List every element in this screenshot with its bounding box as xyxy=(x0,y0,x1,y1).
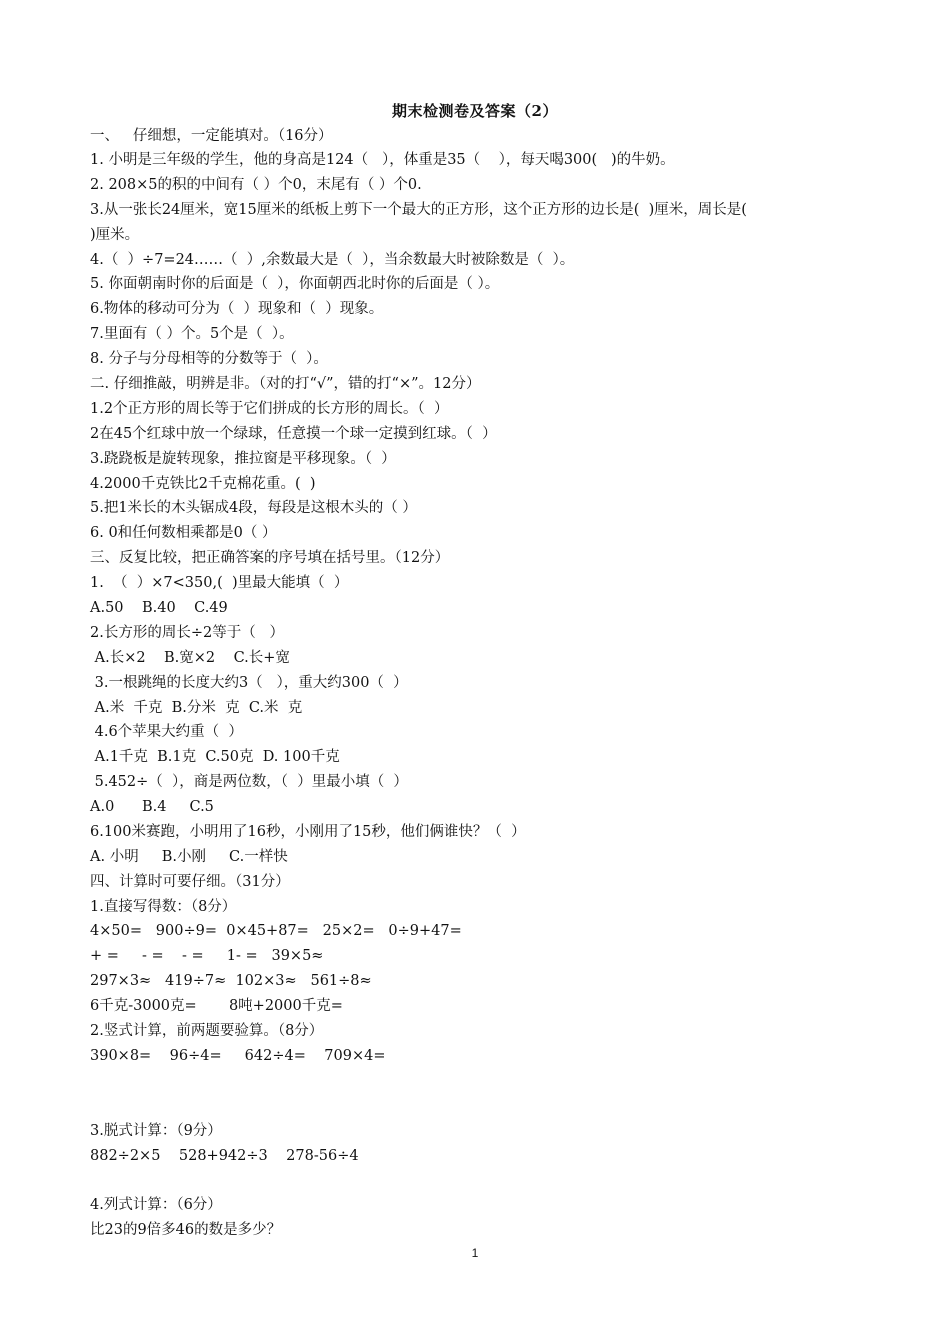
options-line: A.1千克 B.1克 C.50克 D. 100千克 xyxy=(90,749,340,765)
question-line: 3.从一张长24厘米，宽15厘米的纸板上剪下一个最大的正方形，这个正方形的边长是( )厘米，周长是( xyxy=(90,202,747,218)
question-line: 6.100米赛跑，小明用了16秒，小刚用了15秒，他们俩谁快？（ ） xyxy=(90,824,526,840)
question-line: 比23的9倍多46的数是多少？ xyxy=(90,1222,282,1238)
calculation-line: 6千克-3000克= 8吨+2000千克= xyxy=(90,998,343,1014)
options-line: A. 小明 B.小刚 C.一样快 xyxy=(90,849,288,865)
section-1-heading: 一、 仔细想，一定能填对。（16分） xyxy=(90,128,333,144)
subheading-line: 2.竖式计算，前两题要验算。（8分） xyxy=(90,1023,324,1039)
question-line: 7.里面有（ ）个。5个是（ ）。 xyxy=(90,326,294,342)
calculation-line: + = - = - = 1- = 39×5≈ xyxy=(90,948,324,964)
options-line: A.长×2 B.宽×2 C.长+宽 xyxy=(90,650,290,666)
calculation-line: 882÷2×5 528+942÷3 278-56÷4 xyxy=(90,1148,359,1164)
question-line: 4.6个苹果大约重（ ） xyxy=(90,724,243,740)
question-line: 4.（ ）÷7=24……（ ）,余数最大是（ ），当余数最大时被除数是（ ）。 xyxy=(90,252,575,268)
question-line: 6. 0和任何数相乘都是0（ ） xyxy=(90,525,277,541)
question-line: 1. （ ）×7<350,( )里最大能填（ ） xyxy=(90,575,349,591)
question-line: 2. 208×5的积的中间有（ ）个0，末尾有（ ）个0. xyxy=(90,177,422,193)
question-line: 1.2个正方形的周长等于它们拼成的长方形的周长。（ ） xyxy=(90,401,449,417)
question-line: 5.把1米长的木头锯成4段，每段是这根木头的（ ） xyxy=(90,500,417,516)
question-line: 3.一根跳绳的长度大约3（ ），重大约300（ ） xyxy=(90,675,408,691)
question-line: 2在45个红球中放一个绿球，任意摸一个球一定摸到红球。（ ） xyxy=(90,426,497,442)
calculation-line: 4×50= 900÷9= 0×45+87= 25×2= 0÷9+47= xyxy=(90,923,462,939)
question-line: 3.跷跷板是旋转现象，推拉窗是平移现象。（ ） xyxy=(90,451,396,467)
page-number: 1 xyxy=(471,1246,479,1260)
question-line: 8. 分子与分母相等的分数等于（ ）。 xyxy=(90,351,328,367)
calculation-line: 297×3≈ 419÷7≈ 102×3≈ 561÷8≈ xyxy=(90,973,372,989)
options-line: A.0 B.4 C.5 xyxy=(90,799,214,815)
question-line: 2.长方形的周长÷2等于（ ） xyxy=(90,625,285,641)
question-line: 1. 小明是三年级的学生，他的身高是124（ ），体重是35（ ），每天喝300( )的牛奶。 xyxy=(90,152,675,168)
question-line: 6.物体的移动可分为（ ）现象和（ ）现象。 xyxy=(90,301,384,317)
subheading-line: 3.脱式计算：（9分） xyxy=(90,1123,222,1139)
options-line: A.50 B.40 C.49 xyxy=(90,600,228,616)
section-2-heading: 二. 仔细推敲，明辨是非。（对的打“√”，错的打“×”。12分） xyxy=(90,376,481,392)
options-line: A.米 千克 B.分米 克 C.米 克 xyxy=(90,700,303,716)
question-line: 5. 你面朝南时你的后面是（ ），你面朝西北时你的后面是（ ）。 xyxy=(90,276,500,292)
section-3-heading: 三、反复比较，把正确答案的序号填在括号里。（12分） xyxy=(90,550,450,566)
calculation-line: 390×8= 96÷4= 642÷4= 709×4= xyxy=(90,1048,386,1064)
subheading-line: 4.列式计算：（6分） xyxy=(90,1197,222,1213)
question-line: )厘米。 xyxy=(90,227,140,243)
question-line: 4.2000千克铁比2千克棉花重。( ) xyxy=(90,476,316,492)
section-4-heading: 四、计算时可要仔细。（31分） xyxy=(90,874,290,890)
page-title: 期末检测卷及答案（2） xyxy=(392,102,558,120)
subheading-line: 1.直接写得数：（8分） xyxy=(90,899,237,915)
question-line: 5.452÷（ ），商是两位数，（ ）里最小填（ ） xyxy=(90,774,408,790)
